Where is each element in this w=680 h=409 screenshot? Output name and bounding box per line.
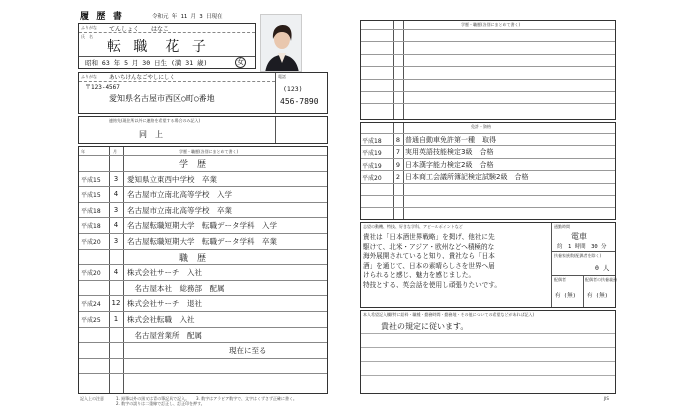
license-entry: 実用英語技能検定3級 合格 [405,148,494,157]
motivation-line: けられると感じ、魅力を感じました。 [363,271,476,279]
history-row [79,342,327,358]
phone-area: (123) [283,85,303,93]
footer-note-2: 2. 数字の誤りは二重線で訂正し、訂正印を押す。 [116,401,205,406]
license-table [360,122,616,220]
license-month: 8 [395,136,401,144]
name-block [78,23,256,69]
footer-note-1: 1. 鉛筆以外の黒又は青の筆記具で記入。 [116,396,190,401]
address-block: ふりがな あいちけんなごやしにしく 〒123-4567 愛知県名古屋市西区○町○番地 電話 (123) 456-7890 [78,72,328,114]
history-entry: 名古屋転職短期大学 転職データ学科 入学 [127,221,277,231]
history-month: 3 [113,237,119,245]
motivation-block [360,222,616,308]
history-entry: 名古屋市立南北高等学校 卒業 [127,205,232,215]
history-row [79,358,327,374]
history-header: 学歴・職歴(各別にまとめて書く) [179,149,239,154]
license-row [361,170,615,182]
license-row [361,183,615,195]
history-row [79,295,327,311]
motivation-line: 貴社は「日本酒世界戦略」を掲げ、他社に先 [363,233,495,241]
license-header: 免許・資格 [471,124,491,129]
history-month: 3 [113,205,119,214]
license-entry: 普通自動車免許第一種 取得 [405,136,496,144]
furigana-value: てんしょく はなこ [109,26,170,33]
history-row [79,155,327,171]
history-month: 4 [113,190,119,199]
resume-right-page [360,18,616,402]
history-row [79,280,327,296]
spouse-label: 配偶者 [554,277,566,282]
history-year: 平成18 [81,223,101,231]
resume-title: 履 歴 書 [80,12,123,22]
page-code: JIS [604,396,609,401]
license-row [361,195,615,207]
history-entry: 名古屋本社 総務部 配属 [127,283,225,293]
history-row [79,186,327,202]
applicant-portrait-icon [261,15,302,72]
history-row [79,249,327,265]
history-month: 12 [111,299,121,308]
resume-left-page [76,6,330,404]
history-row [79,217,327,233]
spouse-value: 有 (無) [555,293,576,299]
postal-code: 〒123-4567 [85,84,120,91]
contact-block [78,116,328,144]
history-month: 4 [113,268,119,277]
license-entry: 日本商工会議所簿記検定試験2級 合格 [405,173,529,182]
history-year: 平成15 [81,192,101,200]
wishes-block [360,310,616,394]
license-entry: 日本漢字能力検定2級 合格 [405,160,494,169]
history-table [78,146,328,394]
history-col-month: 月 [113,149,117,154]
motivation-line: 酒」を通じて、日本の素晴らしさを世界へ届 [363,261,495,270]
birth-date: 昭和 63 年 5 月 30 日生 (満 31 歳) [85,59,208,67]
motivation-line: 特技とする、英会話を使用し頑張りたいです。 [363,280,501,289]
history-entry: 名古屋市立南北高等学校 入学 [127,190,232,200]
history-row [79,264,327,280]
license-month: 9 [395,160,401,169]
address-value: 愛知県名古屋市西区○町○番地 [109,94,215,103]
wishes-value: 貴社の規定に従います。 [381,322,469,331]
applicant-photo [260,14,302,72]
spouse-duty-value: 有 (無) [587,293,608,299]
history-month: 1 [113,315,119,323]
history-entry: 学 歴 [179,160,207,170]
history-row [79,327,327,343]
history-row [79,373,327,389]
license-year: 平成19 [362,162,382,170]
license-row [361,145,615,157]
history-month: 3 [113,174,119,183]
address-furigana: あいちけんなごやしにしく [109,75,176,81]
commute-label: 通勤時間 [554,224,570,229]
dependents-label: 扶養家族数(配偶者を除く) [554,253,602,258]
history-year: 平成24 [81,301,101,309]
history-year: 平成18 [81,207,101,215]
license-year: 平成19 [362,150,382,158]
license-row [361,133,615,145]
history-entry: 名古屋営業所 配属 [127,330,202,340]
dependents-value: 0 人 [595,264,610,272]
commute-mode: 電車 [571,232,587,241]
history-entry: 株式会社サーチ 入社 [127,268,202,278]
phone-number: 456-7890 [280,97,319,106]
footer-note-title: 記入上の注意 [80,396,104,401]
history-year: 平成25 [81,317,101,324]
spouse-duty-label: 配偶者の扶養義務 [585,277,617,282]
license-month: 7 [395,148,401,157]
resume-date: 令和元 年 11 月 3 日現在 [152,14,223,20]
motivation-label: 志望の動機、特技、好きな学科、アピールポイントなど [363,224,463,229]
history-row [79,233,327,249]
license-row [361,158,615,170]
history-entry: 職 歴 [179,253,207,264]
motivation-line: 駆けて、北米・アジア・欧州などへ積極的な [363,242,495,251]
license-row [361,207,615,219]
history-col-year: 年 [81,149,85,154]
contact-note: 連絡先(現住所以外に連絡を希望する場合のみ記入) [109,118,201,123]
continuation-header: 学歴・職歴(各別にまとめて書く) [461,22,521,27]
commute-time: 約 1 時間 30 分 [557,244,607,250]
license-year: 平成18 [362,138,382,145]
footer-note-3: 3. 数字はアラビア数字で、文字はくずさず正確に書く。 [196,396,297,401]
name-label: 氏 名 [81,34,93,39]
contact-value: 同 上 [139,130,163,139]
gender-mark: 女 [237,58,244,66]
history-continuation-table [360,20,616,120]
history-year: 平成20 [81,239,101,246]
history-entry: 株式会社転職 入社 [127,315,195,324]
history-entry: 名古屋転職短期大学 転職データ学科 卒業 [127,237,277,246]
license-year: 平成20 [362,175,382,183]
history-year: 平成15 [81,176,101,184]
history-entry: 愛知県立東西中学校 卒業 [127,174,217,184]
history-entry: 現在に至る [229,346,267,356]
wishes-label: 本人希望記入欄(特に給料・職種・勤務時間・勤務地・その他についての希望などがあれば記入) [363,312,535,317]
history-entry: 株式会社サーチ 退社 [127,299,202,309]
furigana-label: ふりがな [81,25,97,30]
history-row [79,311,327,327]
history-month: 4 [113,221,119,230]
history-row [79,171,327,187]
phone-label: 電話 [278,74,286,79]
license-month: 2 [395,173,401,182]
name-value: 転 職 花 子 [107,39,208,55]
history-year: 平成20 [81,270,101,278]
history-row [79,202,327,218]
motivation-line: 海外展開されていると知り、貴社なら「日本 [363,252,495,260]
